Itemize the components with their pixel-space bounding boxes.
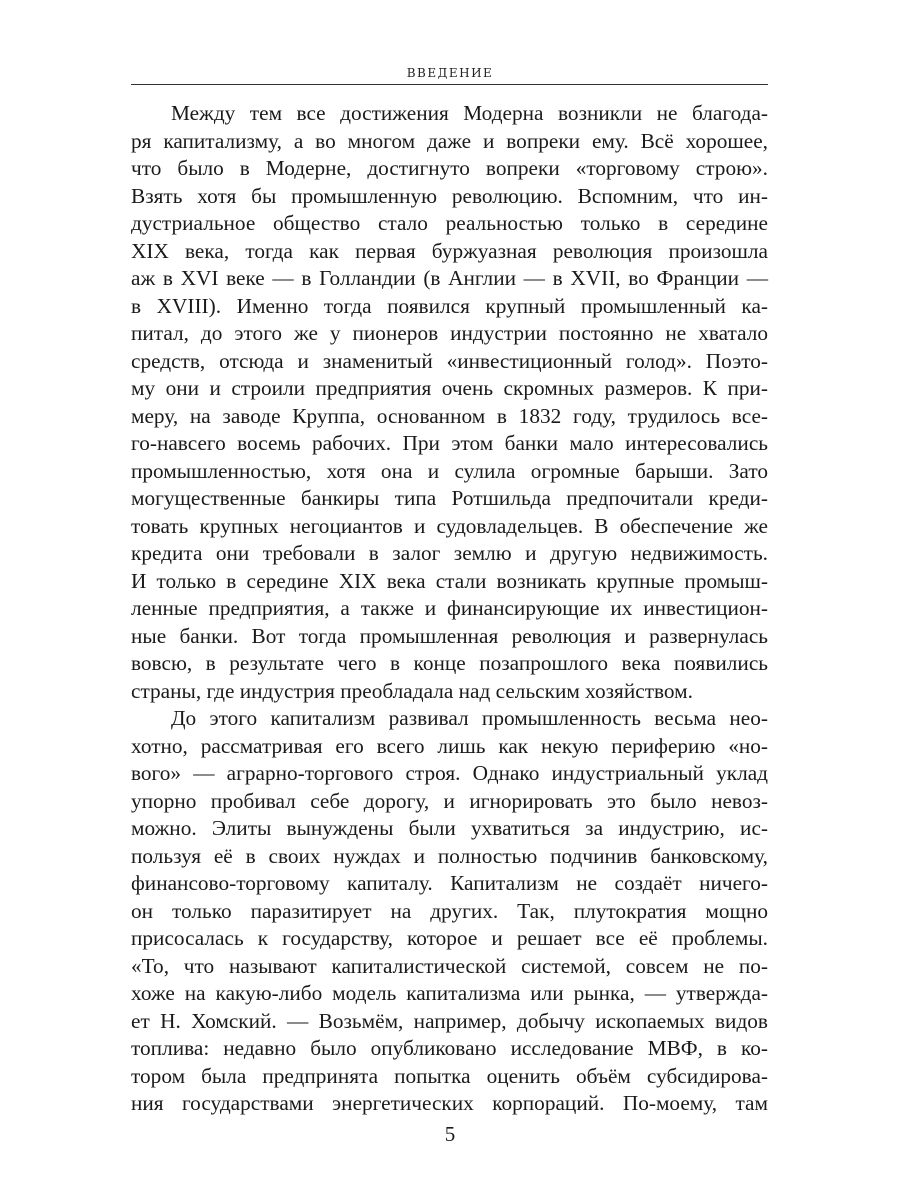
page-number: 5 [444,1122,456,1146]
text-line: го-навсего восемь рабочих. При этом банки мало интересовались [131,431,768,455]
text-line: меру, на заводе Круппа, основанном в 1832 году, трудилось все- [131,403,768,428]
text-line: му они и строили предприятия очень скромных размеров. К при- [131,376,768,400]
text-line: что было в Модерне, достигнуто вопреки «торговому строю». [131,156,768,180]
text-line: ет Н. Хомский. — Возьмём, например, добычу ископаемых видов [131,1008,768,1033]
text-line: тором была предпринята попытка оценить объём субсидирова- [131,1063,768,1088]
text-line: пользуя её в своих нуждах и полностью подчинив банковскому, [131,843,768,868]
text-line: аж в XVI веке — в Голландии (в Англии — в XVII, во Франции — [131,266,768,290]
paragraph-2 [131,705,768,1118]
text-line: ния государствами энергетических корпораций. По-моему, там [131,1091,768,1115]
text-line: дустриальное общество стало реальностью только в середине [131,211,768,235]
text-line: в XVIII). Именно тогда появился крупный промышленный ка- [131,293,768,318]
text-line: вого» — аграрно-торгового строя. Однако индустриальный уклад [131,761,768,785]
text-line: вовсю, в результате чего в конце позапрошлого века появились [131,651,768,675]
text-line: упорно пробивал себе дорогу, и игнорировать это было невоз- [131,788,768,813]
paragraph-1 [131,100,768,705]
text-line: могущественные банкиры типа Ротшильда предпочитали креди- [131,486,768,510]
text-line: Взять хотя бы промышленную революцию. Вспомним, что ин- [131,183,768,208]
text-line: страны, где индустрия преобладала над сельским хозяйством. [131,678,693,703]
text-line: хоже на какую-либо модель капитализма или рынка, — утвержда- [131,981,768,1005]
text-line: присосалась к государству, которое и решает все её проблемы. [131,926,768,950]
text-line: И только в середине XIX века стали возникать крупные промыш- [131,568,768,593]
text-line: питал, до этого же у пионеров индустрии постоянно не хватало [131,321,768,345]
text-line: промышленностью, хотя она и сулила огромные барыши. Зато [131,458,768,483]
text-line: кредита они требовали в залог землю и другую недвижимость. [131,541,768,565]
text-line: топлива: недавно было опубликовано исследование МВФ, в ко- [131,1036,768,1060]
text-line: XIX века, тогда как первая буржуазная революция произошла [131,238,768,263]
text-line: До этого капитализм развивал промышленность весьма нео- [171,706,768,730]
text-line: Между тем все достижения Модерна возникли не благода- [171,101,768,125]
text-line: «То, что называют капиталистической системой, совсем не по- [131,953,768,978]
text-line: ленные предприятия, а также и финансирующие их инвестицион- [131,596,768,620]
text-line: товать крупных негоциантов и судовладельцев. В обеспечение же [131,513,768,538]
text-line: хотно, рассматривая его всего лишь как некую периферию «но- [131,733,768,758]
body-text [131,100,768,1118]
text-line: ные банки. Вот тогда промышленная революция и развернулась [131,623,768,648]
text-line: средств, отсюда и знаменитый «инвестиционный голод». Поэто- [131,348,768,373]
running-head: ВВЕДЕНИЕ [406,66,494,80]
text-line: финансово-торговому капиталу. Капитализм не создаёт ничего- [131,871,768,895]
text-line: можно. Элиты вынуждены были ухватиться за индустрию, ис- [131,816,768,840]
header-rule [131,84,768,85]
text-line: он только паразитирует на других. Так, плутократия мощно [131,898,768,923]
text-line: ря капитализму, а во многом даже и вопреки ему. Всё хорошее, [131,128,768,153]
